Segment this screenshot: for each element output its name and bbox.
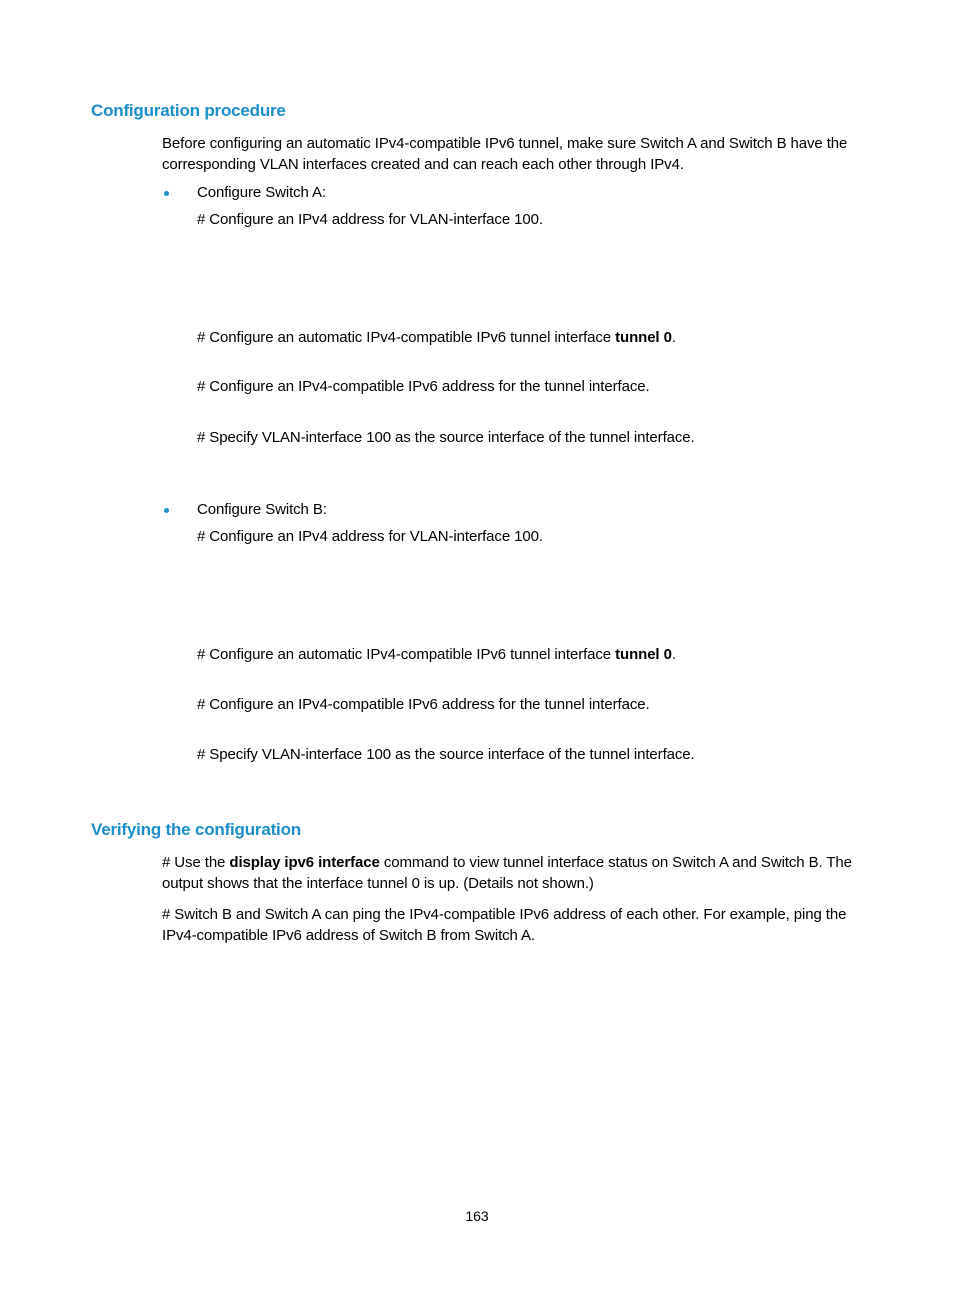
switch-b-step-source-interface: # Specify VLAN-interface 100 as the source interface of the tunnel interface.: [197, 746, 695, 763]
step-text: # Configure an automatic IPv4-compatible IPv6 tunnel interface: [197, 646, 616, 663]
step-punctuation: .: [671, 646, 676, 663]
bullet-icon: [164, 191, 169, 196]
intro-line-2: corresponding VLAN interfaces created and can reach each other through IPv4.: [162, 156, 684, 173]
section-heading-configuration-procedure: Configuration procedure: [91, 101, 286, 120]
switch-a-step-ipv4-address: # Configure an IPv4 address for VLAN-interface 100.: [197, 211, 543, 228]
switch-b-step-ipv4-address: # Configure an IPv4 address for VLAN-interface 100.: [197, 528, 543, 545]
switch-b-step-tunnel-interface: [197, 644, 676, 665]
page-number: 163: [465, 1208, 489, 1224]
verify-paragraph-1: [162, 852, 852, 894]
step-text: # Configure an automatic IPv4-compatible IPv6 tunnel interface: [197, 329, 616, 346]
intro-paragraph: [162, 133, 847, 175]
step-punctuation: .: [671, 329, 676, 346]
switch-b-label: Configure Switch B:: [197, 501, 327, 518]
bullet-icon: [164, 508, 169, 513]
switch-b-step-ipv6-address: # Configure an IPv4-compatible IPv6 address for the tunnel interface.: [197, 696, 650, 713]
intro-line-1: Before configuring an automatic IPv4-compatible IPv6 tunnel, make sure Switch A and Switch B have the: [162, 135, 848, 152]
tunnel-keyword: tunnel 0: [615, 646, 672, 663]
switch-a-step-source-interface: # Specify VLAN-interface 100 as the source interface of the tunnel interface.: [197, 429, 695, 446]
switch-a-label: Configure Switch A:: [197, 184, 326, 201]
switch-a-step-tunnel-interface: [197, 327, 676, 348]
verify-paragraph-2: [162, 904, 846, 946]
verify-p2-line-2: IPv4-compatible IPv6 address of Switch B from Switch A.: [162, 927, 535, 944]
section-heading-verifying-configuration: Verifying the configuration: [91, 820, 301, 839]
command-keyword: display ipv6 interface: [229, 854, 380, 871]
verify-p1-line-2: output shows that the interface tunnel 0 is up. (Details not shown.): [162, 875, 594, 892]
verify-p1-line-1: [162, 852, 852, 873]
verify-p2-line-1: # Switch B and Switch A can ping the IPv4-compatible IPv6 address of each other. For example, ping the: [162, 906, 847, 923]
verify-text: command to view tunnel interface status on Switch A and Switch B. The: [379, 854, 852, 871]
switch-a-step-ipv6-address: # Configure an IPv4-compatible IPv6 address for the tunnel interface.: [197, 378, 650, 395]
tunnel-keyword: tunnel 0: [615, 329, 672, 346]
verify-text: # Use the: [162, 854, 230, 871]
